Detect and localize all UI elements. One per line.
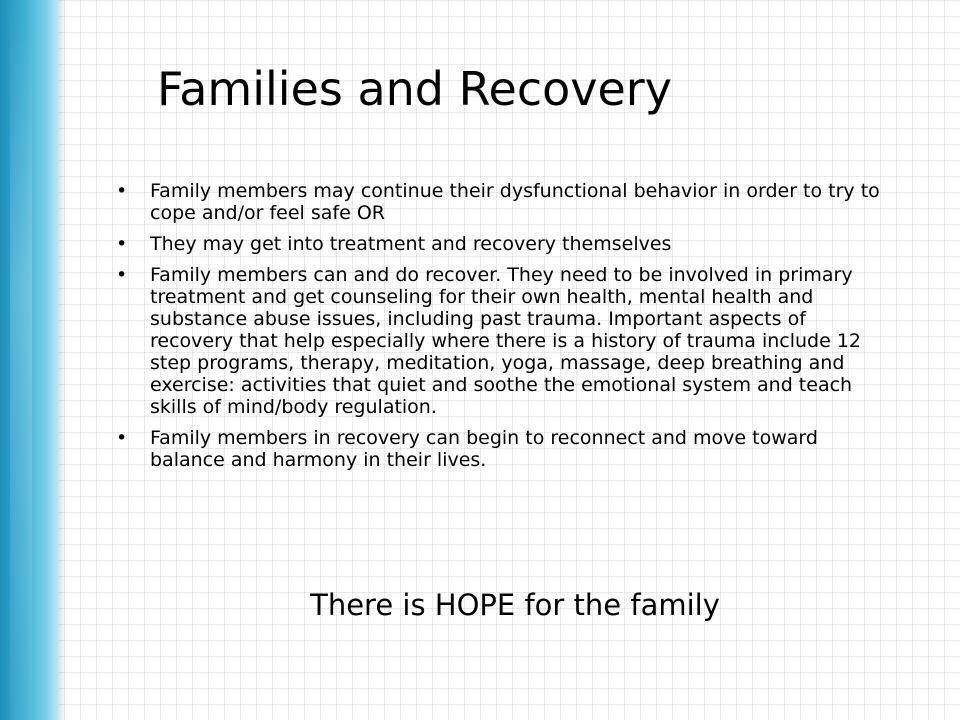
bullet-item: • Family members in recovery can begin to reconnect and move toward balance and harmony in their lives.	[150, 427, 880, 471]
bullet-item: • Family members may continue their dysfunctional behavior in order to try to cope and/or feel safe OR	[150, 180, 880, 224]
bullet-list	[150, 180, 880, 480]
closing-statement: There is HOPE for the family	[310, 588, 720, 622]
bullet-item: • They may get into treatment and recovery themselves	[150, 233, 880, 255]
side-band-shadow	[58, 0, 66, 720]
bullet-item: • Family members can and do recover. They need to be involved in primary treatment and get counseling for their own health, mental health and substance abuse issues, including past trauma. Important aspects of recovery that help especially where there is a history of trauma include 12 step programs, therapy, meditation, yoga, massage, deep breathing and exercise: activities that quiet and soothe the emotional system and teach skills of mind/body regulation.	[150, 264, 880, 418]
side-band-highlight	[10, 0, 32, 720]
slide-title: Families and Recovery	[157, 62, 672, 116]
decorative-side-band	[0, 0, 58, 720]
